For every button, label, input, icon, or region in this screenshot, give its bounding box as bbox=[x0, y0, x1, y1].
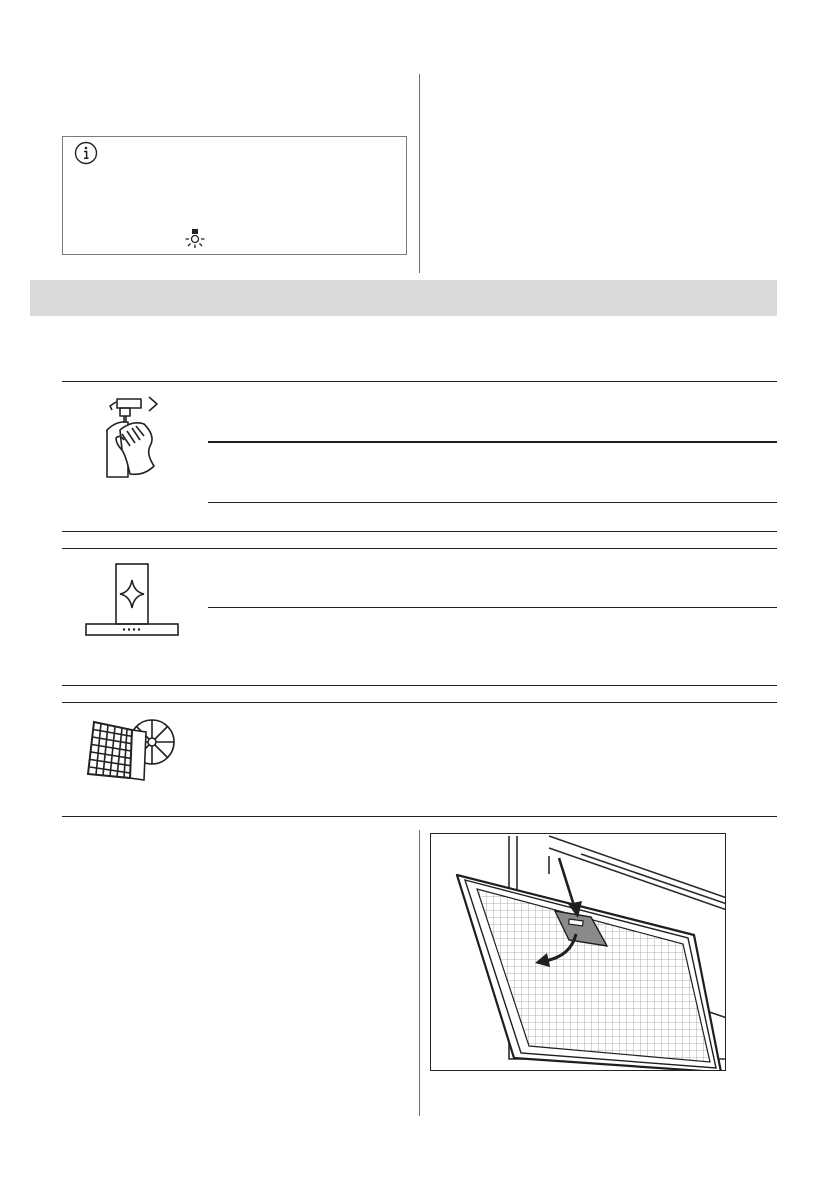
table-section-rule bbox=[62, 548, 777, 549]
spray-bottle-cloth-icon bbox=[100, 394, 166, 480]
grease-filter-fan-icon bbox=[80, 710, 178, 788]
hood-shine-icon bbox=[84, 562, 182, 638]
table-top-rule bbox=[62, 381, 777, 382]
light-bulb-icon bbox=[184, 228, 206, 250]
column-divider-top bbox=[419, 74, 420, 273]
row-divider bbox=[208, 607, 777, 608]
table-section-rule bbox=[62, 702, 777, 703]
filter-removal-figure bbox=[430, 833, 726, 1071]
table-section-rule bbox=[62, 531, 777, 532]
section-header-bar bbox=[30, 280, 777, 316]
column-divider-bottom bbox=[419, 830, 420, 1116]
info-icon bbox=[74, 141, 98, 165]
row-divider bbox=[208, 502, 777, 503]
table-bottom-rule bbox=[62, 816, 777, 817]
row-divider bbox=[208, 441, 777, 443]
info-note-box bbox=[62, 136, 407, 255]
table-section-rule bbox=[62, 685, 777, 686]
